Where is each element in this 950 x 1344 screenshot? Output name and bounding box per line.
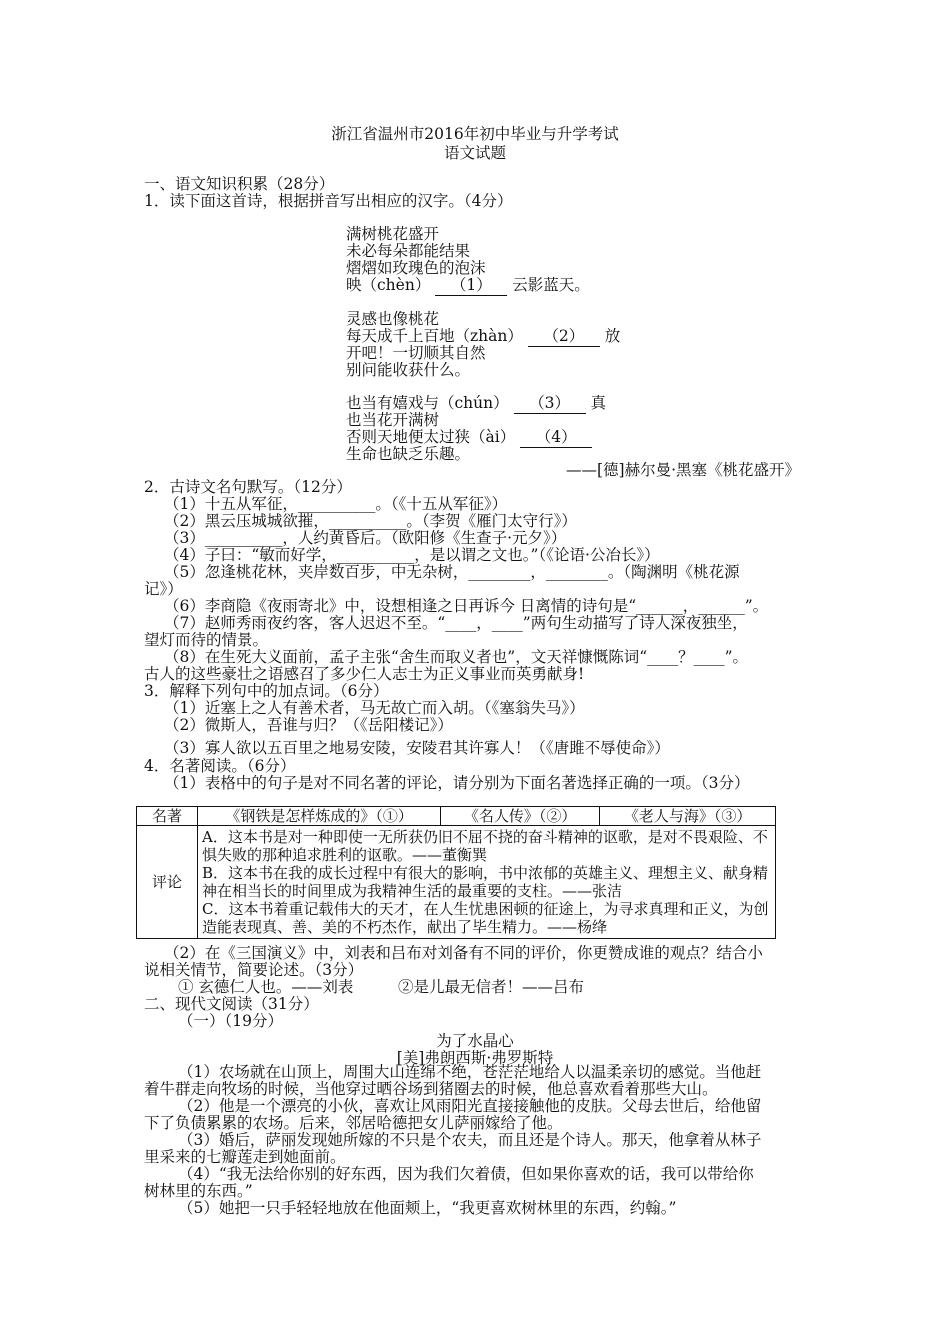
q2-item: （7）赵师秀雨夜约客，客人迟迟不至。“____，____”两句生动描写了诗人深夜独坐，: [164, 614, 748, 632]
table-header-cell: 《老人与海》（③）: [600, 807, 776, 826]
exam-subtitle: 语文试题: [443, 144, 506, 162]
poem-line: 熠熠如玫瑰色的泡沫: [346, 259, 486, 277]
paragraph-line: （5）她把一只手轻轻地放在他面颊上，“我更喜欢树林里的东西，约翰。”: [178, 1199, 677, 1217]
question-stem: 3．解释下列句中的加点词。（6分）: [144, 682, 389, 700]
books-table: [136, 806, 776, 939]
section-heading: 二、现代文阅读（31分）: [144, 995, 319, 1013]
poem-text: 映（chèn）: [346, 276, 431, 294]
exam-title: 浙江省温州市2016年初中毕业与升学考试: [331, 125, 619, 143]
question-stem: 1．读下面这首诗，根据拼音写出相应的汉字。（4分）: [144, 192, 513, 210]
paragraph-line: 着牛群走向牧场的时候，当他穿过晒谷场到猪圈去的时候，他总喜欢看着那些大山。: [144, 1080, 718, 1098]
poem-line: 未必每朵都能结果: [346, 242, 471, 260]
paragraph-line: （3）婚后，萨丽发现她所嫁的不只是个农夫，而且还是个诗人。那天，他拿着从林子: [178, 1131, 762, 1149]
q4-sub1: （1）表格中的句子是对不同名著的评论，请分别为下面名著选择正确的一项。（3分）: [164, 774, 750, 792]
paragraph-line: 下了负债累累的农场。后来，邻居哈德把女儿萨丽嫁给了他。: [144, 1114, 563, 1132]
q4-option: ① 玄德仁人也。——刘表: [178, 978, 354, 996]
article-author: [美]弗朗西斯·弗罗斯特: [396, 1049, 554, 1067]
poem-line: 生命也缺乏乐趣。: [346, 445, 471, 463]
q3-item: （1）近塞上之人有善术者，马无故亡而入胡。（《塞翁失马》）: [164, 699, 585, 717]
table-row: [137, 807, 776, 826]
paragraph-line: 里采来的七瓣莲走到她面前。: [144, 1148, 346, 1166]
table-row-label: 评论: [137, 826, 198, 939]
q3-item: （2）微斯人，吾谁与归？（《岳阳楼记》）: [164, 716, 453, 734]
q4-sub2: 说相关情节，简要论述。（3分）: [144, 961, 364, 979]
poem-line: 别问能收获什么。: [346, 361, 471, 379]
poem-text: 放: [604, 327, 621, 345]
q2-item: （4）子曰：“敏而好学，__________，是以谓之文也。”（《论语·公冶长》）: [164, 546, 660, 564]
part-heading: （一）（19分）: [178, 1012, 283, 1030]
question-stem: 4．名著阅读。（6分）: [144, 757, 296, 775]
comment-c: C．这本书着重记载伟大的天才，在人生忧患困顿的征途上，为寻求真理和正义，为创造能表现真、善、美的不朽杰作，献出了毕生精力。——杨绛: [202, 900, 769, 936]
q2-item: （1）十五从军征，__________。（《十五从军征》）: [164, 495, 508, 513]
paragraph-line: 树林里的东西。”: [144, 1182, 253, 1200]
section-heading: 一、语文知识积累（28分）: [144, 175, 335, 193]
poem-source: ——[德]赫尔曼·黑塞《桃花盛开》: [565, 461, 800, 479]
comment-a: A．这本书是对一种即使一无所获仍旧不屈不挠的奋斗精神的讴歌，是对不畏艰险、不惧失败的那种追求胜利的讴歌。——董衡巽: [202, 828, 768, 864]
q2-item: （8）在生死大义面前，孟子主张“舍生而取义者也”，文天祥慷慨陈词“____？____”。: [164, 648, 749, 666]
answer-blank-3[interactable]: （3）: [514, 394, 586, 414]
paragraph-line: （1）农场就在山顶上，周围大山连绵不绝，苍茫茫地给人以温柔亲切的感觉。当他赶: [178, 1063, 762, 1081]
q3-item: （3）寡人欲以五百里之地易安陵，安陵君其许寡人！（《唐雎不辱使命》）: [164, 739, 670, 757]
q4-sub2: （2）在《三国演义》中，刘表和吕布对刘备有不同的评价，你更赞成谁的观点？结合小: [164, 944, 763, 962]
table-header-cell: 《钢铁是怎样炼成的》（①）: [198, 807, 441, 826]
q2-item: （3）__________，人约黄昏后。（欧阳修《生查子·元夕》）: [164, 529, 567, 547]
poem-text: 否则天地便太过狭（ài）: [346, 428, 516, 446]
q2-item: 记》）: [144, 580, 183, 598]
answer-blank-1[interactable]: （1）: [435, 276, 507, 296]
table-header-cell: 《名人传》（②）: [441, 807, 600, 826]
poem-line: 满树桃花盛开: [346, 225, 440, 243]
question-stem: 2．古诗文名句默写。（12分）: [144, 478, 352, 496]
q2-item: 古人的这些豪壮之语感召了多少仁人志士为正义事业而英勇献身!: [144, 665, 585, 683]
q2-item: （2）黑云压城城欲摧，__________。（李贺《雁门太守行》）: [164, 512, 577, 530]
comment-b: B．这本书在我的成长过程中有很大的影响，书中浓郁的英雄主义、理想主义、献身精神在相当长的时间里成为我精神生活的最重要的支柱。——张洁: [202, 864, 769, 900]
answer-blank-4[interactable]: （4）: [520, 428, 592, 448]
table-header-cell: 名著: [137, 807, 198, 826]
article-title: 为了水晶心: [436, 1032, 514, 1050]
paragraph-line: （4）“我无法给你别的好东西，因为我们欠着债，但如果你喜欢的话，我可以带给你: [178, 1165, 754, 1183]
poem-line: 灵感也像桃花: [346, 310, 440, 328]
poem-text: 真: [590, 394, 607, 412]
poem-text: 每天成千上百地（zhàn）: [346, 327, 523, 345]
q2-item: （5）忽逢桃花林，夹岸数百步，中无杂树，________，________。（陶渊明《桃花源: [164, 563, 740, 581]
poem-text: 云影蓝天。: [512, 276, 590, 294]
poem-line: [346, 276, 590, 296]
poem-line: 开吧！一切顺其自然: [346, 344, 486, 362]
answer-blank-2[interactable]: （2）: [528, 327, 600, 347]
comments-cell: [198, 826, 776, 939]
q2-item: （6）李商隐《夜雨寄北》中，设想相逢之日再诉今 日离情的诗句是“______，______”。: [164, 597, 769, 615]
table-row: [137, 826, 776, 939]
q2-item: 望灯而待的情景。: [144, 631, 269, 649]
poem-line: 也当花开满树: [346, 411, 440, 429]
paragraph-line: （2）他是一个漂亮的小伙，喜欢让风雨阳光直接接触他的皮肤。父母去世后，给他留: [178, 1097, 762, 1115]
poem-text: 也当有嬉戏与（chún）: [346, 394, 509, 412]
q4-option: ②是儿最无信者！——吕布: [398, 978, 585, 996]
